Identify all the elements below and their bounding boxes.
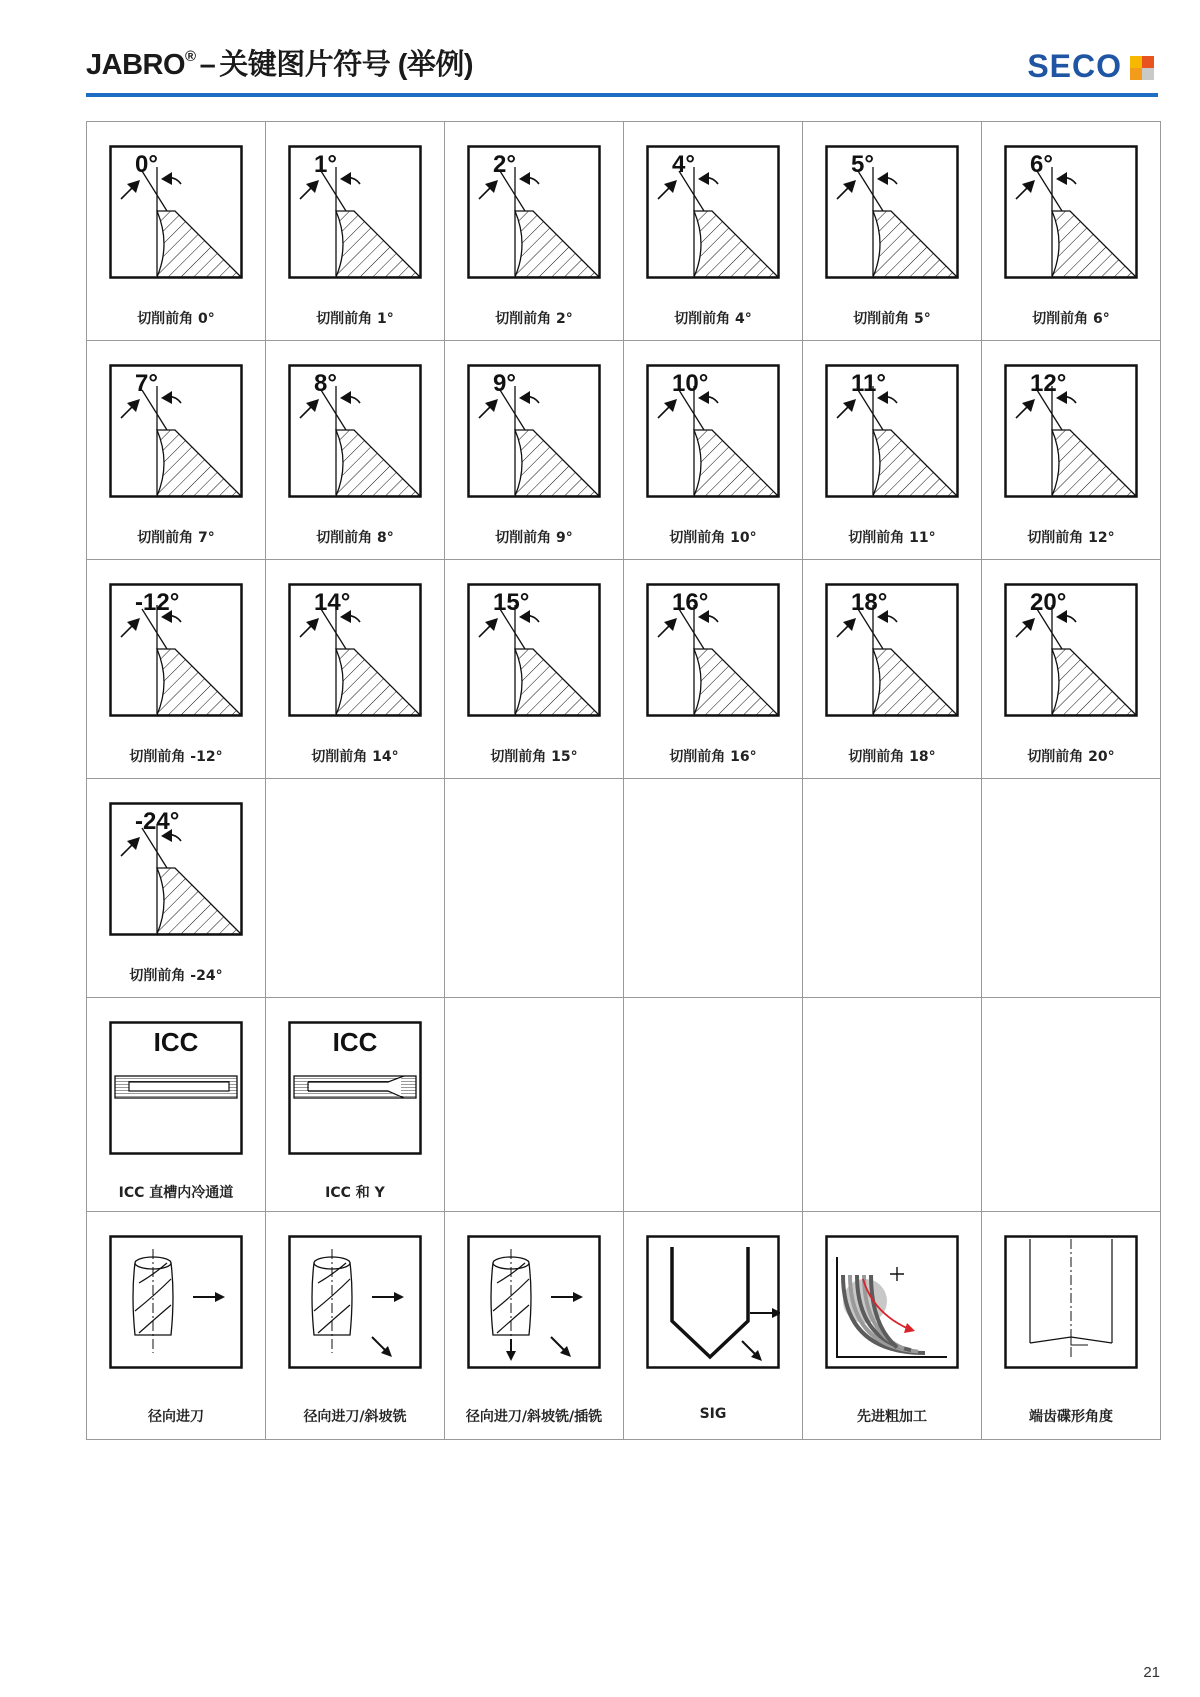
angle-label: 2° [493,151,516,178]
title-text: 关键图片符号 (举例) [219,49,474,81]
symbol-caption: 切削前角 11° [848,530,936,546]
grid-cell [87,341,266,560]
rake-angle-icon [109,364,243,498]
grid-cell [803,122,982,341]
grid-cell [87,1212,266,1440]
rake-angle-icon [646,145,780,279]
grid-cell [982,341,1161,560]
logo-text: SECO [1027,48,1122,84]
logo-mark-icon [1130,56,1154,80]
symbol-caption: 切削前角 -12° [129,749,223,765]
grid-cell [445,341,624,560]
rake-angle-icon [825,145,959,279]
symbol-caption: 径向进刀 [148,1409,204,1425]
grid-cell [266,998,445,1212]
angle-label: 5° [851,151,874,178]
angle-label: 12° [1030,370,1067,397]
symbol-caption: 切削前角 10° [669,530,757,546]
grid-cell [803,341,982,560]
grid-cell-empty [624,998,803,1212]
symbol-caption: 切削前角 7° [137,530,215,546]
end-tooth-dish-angle-icon [1004,1235,1138,1369]
symbol-caption: 切削前角 20° [1027,749,1115,765]
icon-frame [290,1237,421,1368]
page-header [86,40,1158,98]
y-coolant-channel-icon [288,1021,422,1155]
angle-label: 15° [493,589,530,616]
angle-label: 9° [493,370,516,397]
angle-label: 18° [851,589,888,616]
page-title [86,42,473,83]
symbol-caption: 切削前角 -24° [129,968,223,984]
symbol-caption: 切削前角 18° [848,749,936,765]
symbol-caption: 切削前角 15° [490,749,578,765]
advanced-roughing-icon [825,1235,959,1369]
grid-row [87,779,1161,998]
symbol-caption: 切削前角 14° [311,749,399,765]
title-separator: – [199,49,216,81]
angle-label: -24° [135,808,180,835]
grid-cell-empty [445,779,624,998]
grid-cell [266,560,445,779]
header-rule [86,93,1158,97]
rake-angle-icon [109,583,243,717]
grid-cell [266,341,445,560]
grid-cell [445,122,624,341]
grid-cell [982,560,1161,779]
radial-ramp-feed-icon [288,1235,422,1369]
grid-cell [624,1212,803,1440]
title-registered-mark: ® [185,48,196,66]
rake-angle-icon [467,364,601,498]
grid-cell-empty [803,998,982,1212]
icc-label: ICC [332,1027,378,1057]
rake-angle-icon [288,145,422,279]
symbol-caption: 切削前角 5° [853,311,931,327]
rake-angle-icon [109,802,243,936]
icon-frame [111,1237,242,1368]
symbol-caption: 切削前角 12° [1027,530,1115,546]
rake-angle-icon [288,364,422,498]
rake-angle-icon [646,583,780,717]
grid-cell [445,1212,624,1440]
grid-row [87,1212,1161,1440]
grid-cell [624,560,803,779]
rake-angle-icon [1004,583,1138,717]
grid-cell-empty [266,779,445,998]
angle-label: 6° [1030,151,1053,178]
icon-frame [648,1237,779,1368]
icc-label: ICC [153,1027,199,1057]
angle-label: 4° [672,151,695,178]
grid-cell [624,122,803,341]
angle-label: -12° [135,589,180,616]
grid-row [87,560,1161,779]
grid-cell [266,1212,445,1440]
symbol-caption: SIG [699,1406,727,1422]
rake-angle-icon [467,145,601,279]
symbol-grid [86,121,1161,1440]
symbol-caption: 径向进刀/斜坡铣/插铣 [465,1409,603,1425]
angle-label: 11° [851,370,886,397]
symbol-caption: ICC 和 Y [325,1185,385,1201]
angle-label: 7° [135,370,158,397]
grid-row [87,122,1161,341]
rake-angle-icon [1004,364,1138,498]
title-brand: JABRO [86,49,186,81]
angle-label: 8° [314,370,337,397]
page-number: 21 [1143,1664,1160,1681]
rake-angle-icon [467,583,601,717]
angle-label: 16° [672,589,709,616]
symbol-caption: 先进粗加工 [857,1409,927,1425]
symbol-caption: 切削前角 9° [495,530,573,546]
symbol-caption: 切削前角 4° [674,311,752,327]
symbol-caption: 切削前角 0° [137,311,215,327]
radial-ramp-plunge-feed-icon [467,1235,601,1369]
grid-cell [982,1212,1161,1440]
icon-frame [469,1237,600,1368]
grid-row [87,341,1161,560]
grid-cell [87,998,266,1212]
sig-icon [646,1235,780,1369]
angle-label: 20° [1030,589,1067,616]
grid-cell-empty [624,779,803,998]
grid-cell-empty [803,779,982,998]
symbol-caption: 切削前角 2° [495,311,573,327]
angle-label: 14° [314,589,351,616]
grid-cell [266,122,445,341]
symbol-caption: 切削前角 6° [1032,311,1110,327]
symbol-caption: 切削前角 8° [316,530,394,546]
grid-cell-empty [445,998,624,1212]
rake-angle-icon [646,364,780,498]
rake-angle-icon [288,583,422,717]
rake-angle-icon [825,583,959,717]
grid-cell [87,779,266,998]
symbol-caption: 径向进刀/斜坡铣 [303,1409,407,1425]
straight-coolant-channel-icon [109,1021,243,1155]
radial-feed-icon [109,1235,243,1369]
rake-angle-icon [109,145,243,279]
symbol-caption: 端齿碟形角度 [1029,1409,1113,1425]
grid-cell [624,341,803,560]
angle-label: 1° [314,151,337,178]
angle-label: 0° [135,151,158,178]
angle-label: 10° [672,370,709,397]
grid-row [87,998,1161,1212]
symbol-caption: 切削前角 1° [316,311,394,327]
grid-cell [982,122,1161,341]
symbol-caption: ICC 直槽内冷通道 [118,1185,234,1201]
grid-cell [87,122,266,341]
grid-cell [87,560,266,779]
rake-angle-icon [825,364,959,498]
symbol-caption: 切削前角 16° [669,749,757,765]
grid-cell [803,560,982,779]
grid-cell [803,1212,982,1440]
rake-angle-icon [1004,145,1138,279]
grid-cell [445,560,624,779]
grid-cell-empty [982,998,1161,1212]
grid-cell-empty [982,779,1161,998]
